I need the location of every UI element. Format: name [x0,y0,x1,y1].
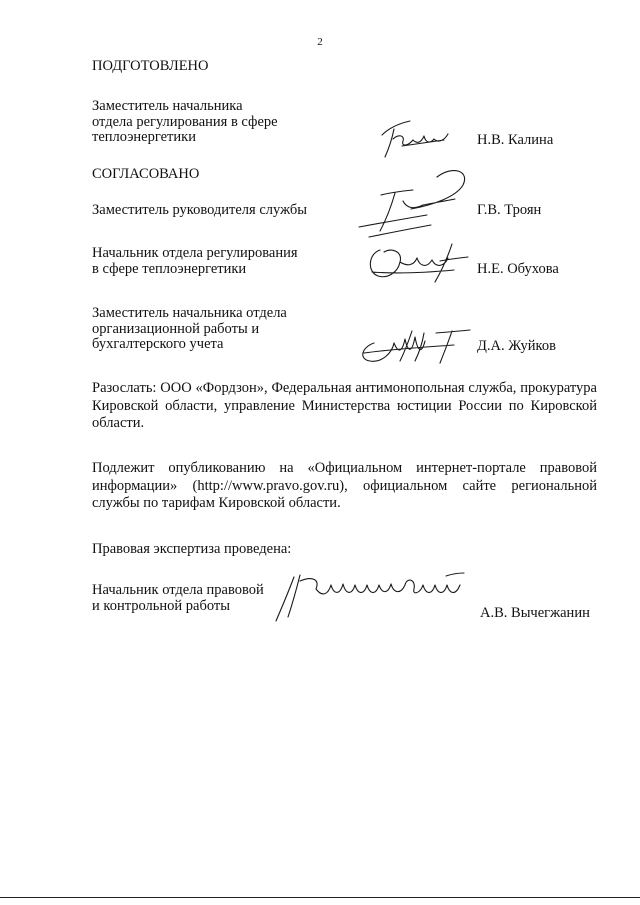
legal-review-position: Начальник отдела правовой и контрольной работы [92,582,264,614]
agreed-position-1: Заместитель руководителя службы [92,202,308,218]
prepared-name: Н.В. Калина [477,132,554,148]
legal-review-name: А.В. Вычегжанин [480,605,590,621]
page-number: 2 [317,36,323,48]
agreed-heading: СОГЛАСОВАНО [92,166,200,182]
agreed-name-3: Д.А. Жуйков [477,338,556,354]
distribution-paragraph: Разослать: ООО «Фордзон», Федеральная антимонопольная служба, прокуратура Кировской области, управление Министерства юстиции России по Кировской области. [92,380,597,431]
signature-vychegzhanin [270,567,475,625]
agreed-position-3: Заместитель начальника отдела организационной работы и бухгалтерского учета [92,305,287,352]
agreed-position-2: Начальник отдела регулирования в сфере теплоэнергетики [92,245,298,277]
signature-troyan [345,165,480,240]
signature-obukhova [362,238,472,286]
bottom-rule [0,897,640,898]
signature-zhuikov [352,323,474,365]
legal-review-text: Правовая экспертиза проведена: [92,541,292,557]
agreed-name-1: Г.В. Троян [477,202,542,218]
publication-paragraph: Подлежит опубликованию на «Официальном интернет-портале правовой информации» (http://www.pravo.gov.ru), официальном сайте региональной службы по тарифам Кировской области. [92,460,597,511]
prepared-position: Заместитель начальника отдела регулирования в сфере теплоэнергетики [92,98,278,145]
agreed-name-2: Н.Е. Обухова [477,261,559,277]
signature-kalina [372,113,452,161]
prepared-heading: ПОДГОТОВЛЕНО [92,58,209,74]
